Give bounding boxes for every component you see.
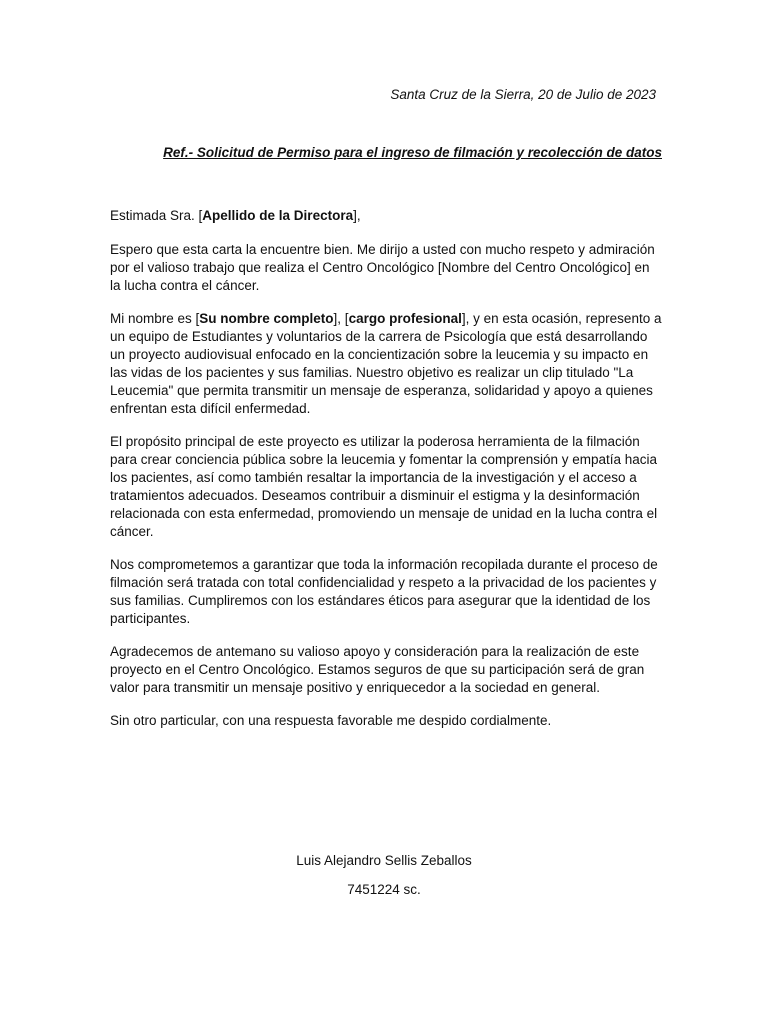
sender-role-placeholder: cargo profesional (348, 311, 462, 326)
signature-id: 7451224 sc. (347, 882, 421, 897)
paragraph-purpose: El propósito principal de este proyecto es utilizar la poderosa herramienta de la filmación para crear conciencia pública sobre la leucemia y fomentar la comprensión y empatía hacia los pacientes, así como también resaltar la importancia de la investigación y el acceso a tratamientos adecuados. Deseamos contribuir a disminuir el estigma y la desinformación relacionada con esta enfermedad, promoviendo un mensaje de unidad en la lucha contra el cáncer. (110, 434, 658, 539)
greeting-suffix: ], (353, 208, 361, 223)
paragraph-presentation (110, 310, 662, 418)
paragraph-commitment: Nos comprometemos a garantizar que toda la información recopilada durante el proceso de filmación será tratada con total confidencialidad y respeto a la privacidad de los pacientes y sus familias. Cumpliremos con los estándares éticos para asegurar que la identidad de los participantes. (110, 557, 658, 626)
signature-name: Luis Alejandro Sellis Zeballos (296, 853, 472, 868)
reference-line: Ref.- Solicitud de Permiso para el ingreso de filmación y recolección de datos (163, 145, 662, 160)
paragraph-closing: Sin otro particular, con una respuesta favorable me despido cordialmente. (110, 713, 552, 728)
paragraph-thanks: Agradecemos de antemano su valioso apoyo y consideración para la realización de este proyecto en el Centro Oncológico. Estamos seguros de que su participación será de gran valor para transmitir un mensaje positivo y enriquecedor a la sociedad en general. (110, 644, 645, 695)
presentation-text-e: ], y en esta ocasión, represento a un equipo de Estudiantes y voluntarios de la carrera de Psicología que está desarrollando un proyecto audiovisual enfocado en la concientización sobre la leucemia y su impacto en las vidas de los pacientes y sus familias. Nuestro objetivo es realizar un clip titulado "La Leucemia" que permita transmitir un mensaje de esperanza, solidaridad y apoyo a quienes enfrentan esta difícil enfermedad. (110, 311, 662, 416)
letter-date: Santa Cruz de la Sierra, 20 de Julio de 2023 (390, 87, 656, 102)
sender-name-placeholder: Su nombre completo (199, 311, 334, 326)
presentation-text-a: Mi nombre es [ (110, 311, 200, 326)
presentation-text-c: ], [ (333, 311, 349, 326)
greeting-prefix: Estimada Sra. [ (110, 208, 203, 223)
letter-body (110, 207, 662, 745)
greeting-recipient: Apellido de la Directora (202, 208, 354, 223)
greeting (110, 207, 662, 225)
paragraph-intro: Espero que esta carta la encuentre bien. Me dirijo a usted con mucho respeto y admiración por el valioso trabajo que realiza el Centro Oncológico [Nombre del Centro Oncológico] en la lucha contra el cáncer. (110, 242, 655, 293)
